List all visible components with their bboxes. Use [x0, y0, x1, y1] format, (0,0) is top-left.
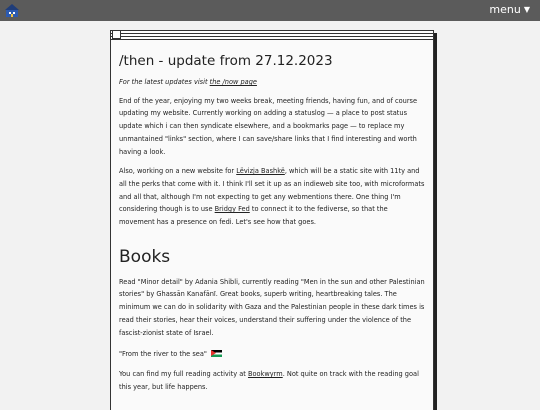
- intro-text: For the latest updates visit: [119, 78, 210, 86]
- books-heading: Books: [119, 246, 171, 267]
- page-title: /then - update from 27.12.2023: [119, 53, 333, 69]
- house-logo-icon[interactable]: [4, 3, 20, 18]
- palestine-flag-icon: [211, 350, 222, 357]
- menu-button[interactable]: [489, 3, 530, 17]
- bridgy-fed-link[interactable]: Bridgy Fed: [214, 205, 250, 214]
- paragraph-books: Read "Minor detail" by Adania Shibli, currently reading "Men in the sun and other Palestinian stories" by Ghassān Kanafānī. Great books, superb writing, heartbreaking tales. The minimum we can do in solidarity with Gaza and the Palestinian people in these dark times is read their stories, hear their voices, understand their suffering under the violence of the fascist-zionist state of Israel.: [119, 277, 425, 337]
- quote-text: "From the river to the sea": [119, 350, 207, 359]
- intro-note: [119, 76, 425, 89]
- p2-text-a: Also, working on a new website for: [119, 167, 237, 176]
- bookwyrm-link[interactable]: Bookwyrm: [247, 369, 283, 378]
- window-titlebar: [111, 30, 433, 40]
- levizja-bashke-link[interactable]: Lëvizja Bashkë: [236, 167, 285, 176]
- paragraph-quote: [119, 348, 425, 361]
- chevron-down-icon: ▼: [523, 5, 530, 14]
- p2-text-c: to connect it to the fediverse, so that the movement has a presence on fedi. Let's see how that goes.: [119, 205, 388, 227]
- p5-text-b: . Not quite on track with the reading goal this year, but life happens.: [119, 369, 419, 391]
- post-content: [111, 52, 433, 393]
- close-box-icon[interactable]: [112, 30, 121, 39]
- menu-label: menu: [489, 3, 521, 16]
- top-navigation-bar: [0, 0, 540, 21]
- p2-text-b: , which will be a static site with 11ty and all the perks that come with it. I think I'll set it up as an indieweb site too, with microformats and all that, although I'm not expecting to get any webmentions there. One thing I'm considering though is to use: [119, 167, 425, 214]
- paragraph-new-website: [119, 165, 425, 229]
- paragraph-statuslog: End of the year, enjoying my two weeks break, meeting friends, having fun, and of course updating my website. Currently working on adding a statuslog — a place to post status update which i can then syndicate elsewhere, and a bookmarks page — to replace my unmantained "links" section, where I can save/share links that I find interesting and worth having a look.: [119, 96, 418, 156]
- post-window: [110, 30, 434, 410]
- now-page-link[interactable]: the /now page: [209, 78, 257, 86]
- paragraph-reading-activity: [119, 368, 425, 393]
- p5-text-a: You can find my full reading activity at: [119, 369, 248, 378]
